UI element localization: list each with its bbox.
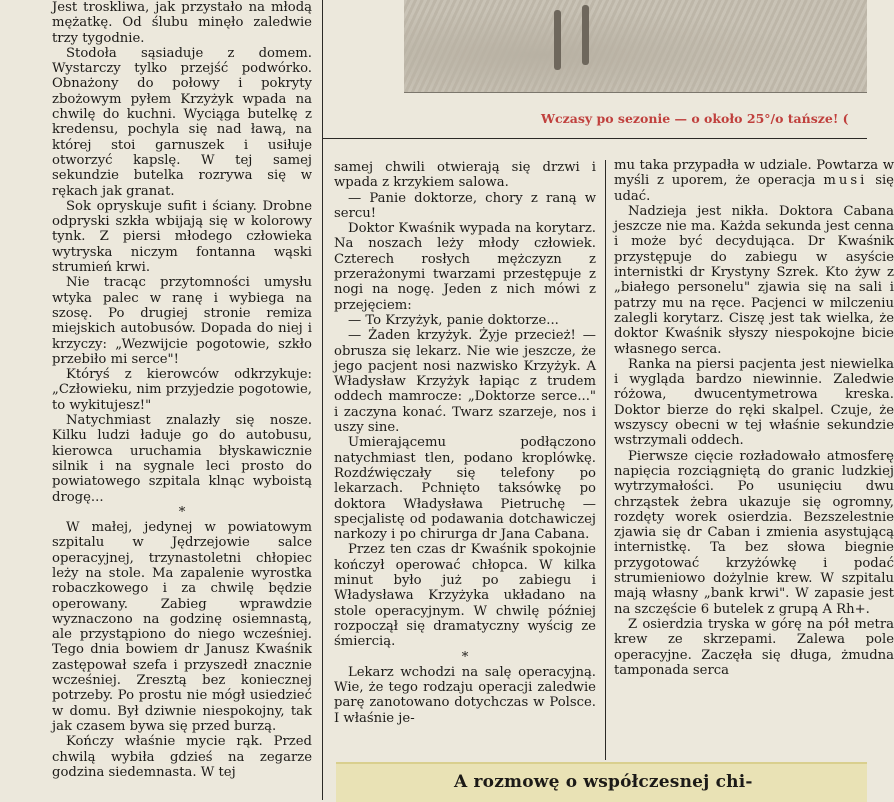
article-column-1 (52, 0, 312, 800)
paragraph: Sok opryskuje sufit i ściany. Drobne odpryski szkła wbijają się w kolorowy tynk. Z piersi młodego człowieka wytryska niczym fontanna wąski strumień krwi. (52, 198, 312, 276)
paragraph: samej chwili otwierają się drzwi i wpada z krzykiem salowa. (334, 160, 596, 191)
next-article-banner (336, 762, 867, 802)
paragraph: — To Krzyżyk, panie doktorze... (348, 312, 559, 328)
paragraph: — Panie doktorze, chory z raną w sercu! (334, 190, 596, 221)
paragraph: Kończy właśnie mycie rąk. Przed chwilą wybiła gdzieś na zegarze godzina siedemnasta. W tej (52, 734, 312, 780)
photo-figure-leg (582, 5, 589, 65)
paragraph: Umierającemu podłączono natychmiast tlen, podano kroplówkę. Rozdźwięczały się telefony po lekarzach. Pchnięto taksówkę po doktora Władysława Pietruchę — specjalistę od podawania dotchawiczej narkozy i po chirurga dr Jana Cabana. (334, 435, 596, 543)
paragraph: Stodoła sąsiaduje z domem. Wystarczy tylko przejść podwórko. Obnażony do połowy i pokryty zbożowym pyłem Krzyżyk wpada na chwilę do kuchni. Wyciąga butelkę z kredensu, pochyla się nad ławą, na której stoi garnuszek i usiłuje otworzyć kapslę. W tej samej sekundzie butelka rozrywa się w rękach jak granat. (52, 45, 312, 199)
paragraph: Lekarz wchodzi na salę operacyjną. Wie, że tego rodzaju operacji zaledwie parę zanotowano dotychczas w Polsce. I właśnie je- (334, 664, 596, 726)
paragraph: Przez ten czas dr Kwaśnik spokojnie kończył operować chłopca. W kilka minut było już po zabiegu i Władysława Krzyżyka układano na stole operacyjnym. W chwilę później rozpoczął się dramatyczny wyścig ze śmiercią. (334, 542, 596, 650)
text-run: mu taka przypadła w udziale. Powtarza w myśli z uporem, że operacja (614, 158, 894, 189)
emphasized-word: musi (823, 173, 868, 189)
section-rule (323, 138, 867, 139)
column-rule (605, 160, 606, 760)
paragraph: Doktor Kwaśnik wypada na korytarz. Na noszach leży młody człowiek. Czterech rosłych mężczyzn z przerażonymi twarzami przestępuje z nogi na nogę. Jeden z nich mówi z przejęciem: (334, 221, 596, 313)
column-rule (322, 0, 323, 800)
paragraph: Nadzieja jest nikła. Doktora Cabana jeszcze nie ma. Każda sekunda jest cenna i może być decydująca. Dr Kwaśnik przystępuje do zabiegu w asyście internistki dr Krystyny Szrek. Kto żyw z „białego personelu" zjawia się na sali i patrzy mu na ręce. Pacjenci w milczeniu zalegli korytarz. Ciszę jest tak wielka, że doktor Kwaśnik słyszy niespokojne bicie własnego serca. (614, 203, 894, 357)
paragraph: Nie tracąc przytomności umysłu wtyka palec w ranę i wybiega na szosę. Po drugiej stronie remiza miejskich autobusów. Dopada do niej i krzyczy: „Wezwijcie pogotowie, szkło przebiło mi serce"! (52, 275, 312, 367)
paragraph: W małej, jedynej w powiatowym szpitalu w Jędrzejowie salce operacyjnej, trzynastoletni chłopiec leży na stole. Ma zapalenie wyrostka robaczkowego i za chwilę będzie operowany. Zabieg wprawdzie wyznaczono na godzinę osiemnastą, ale przystąpiono do niego wcześniej. Tego dnia bowiem dr Janusz Kwaśnik zastępował szefa i przyszedł znacznie wcześniej. Zresztą bez koniecznej potrzeby. Po prostu nie mógł usiedzieć w domu. Był dziwnie niespokojny, tak jak czasem bywa się przed burzą. (52, 520, 312, 734)
paragraph (614, 158, 894, 204)
banner-title: A rozmowę o współczesnej chi- (454, 772, 753, 792)
section-separator: * (461, 649, 469, 665)
photo-caption: Wczasy po sezonie — o około 25°/o tańsze! ( (541, 111, 849, 126)
paragraph: Z osierdzia tryska w górę na pół metra krew ze skrzepami. Zalewa pole operacyjne. Zaczęła się długa, żmudna tamponada serca (614, 616, 894, 678)
photo-figure-leg (554, 10, 561, 70)
paragraph: Natychmiast znalazły się nosze. Kilku ludzi ładuje go do autobusu, kierowca uruchamia błyskawicznie silnik i na sygnale leci prosto do powiatowego szpitala klnąc wyboistą drogę... (52, 413, 312, 505)
section-separator: * (178, 504, 186, 520)
paragraph: Jest troskliwa, jak przystało na młodą mężatkę. Od ślubu minęło zaledwie trzy tygodnie. (52, 0, 312, 46)
paragraph: Ranka na piersi pacjenta jest niewielka i wygląda bardzo niewinnie. Zaledwie różowa, dwucentymetrowa kreska. Doktor bierze do ręki skalpel. Czuje, że wszyscy obecni w tej właśnie sekundzie wstrzymali oddech. (614, 356, 894, 449)
paragraph: Pierwsze cięcie rozładowało atmosferę napięcia rozciągniętą do granic ludzkiej wytrzymałości. Po usunięciu dwu chrząstek żebra ukazuje się ogromny, rozdęty worek osierdzia. Bezszelestnie zjawia się dr Caban i zmienia asystującą internistkę. Ta bez słowa biegnie przygotować krzyżówkę i podać strumieniowo dożylnie krew. W szpitalu mają własny „bank krwi". W zapasie jest na szczęście 6 butelek z grupą A Rh+. (614, 448, 894, 617)
article-column-2 (334, 160, 596, 800)
photo (404, 0, 867, 93)
article-column-3 (614, 158, 894, 798)
paragraph: — Żaden krzyżyk. Żyje przecież! — obrusza się lekarz. Nie wie jeszcze, że jego pacjent nosi nazwisko Krzyżyk. A Władysław Krzyżyk łapiąc z trudem oddech mamrocze: „Doktorze serce..." i zaczyna konać. Twarz szarzeje, nos i uszy sine. (334, 328, 596, 436)
paragraph: Któryś z kierowców odkrzykuje: „Człowieku, nim przyjedzie pogotowie, to wykitujesz!" (52, 367, 312, 413)
text-run: się udać. (614, 173, 894, 204)
